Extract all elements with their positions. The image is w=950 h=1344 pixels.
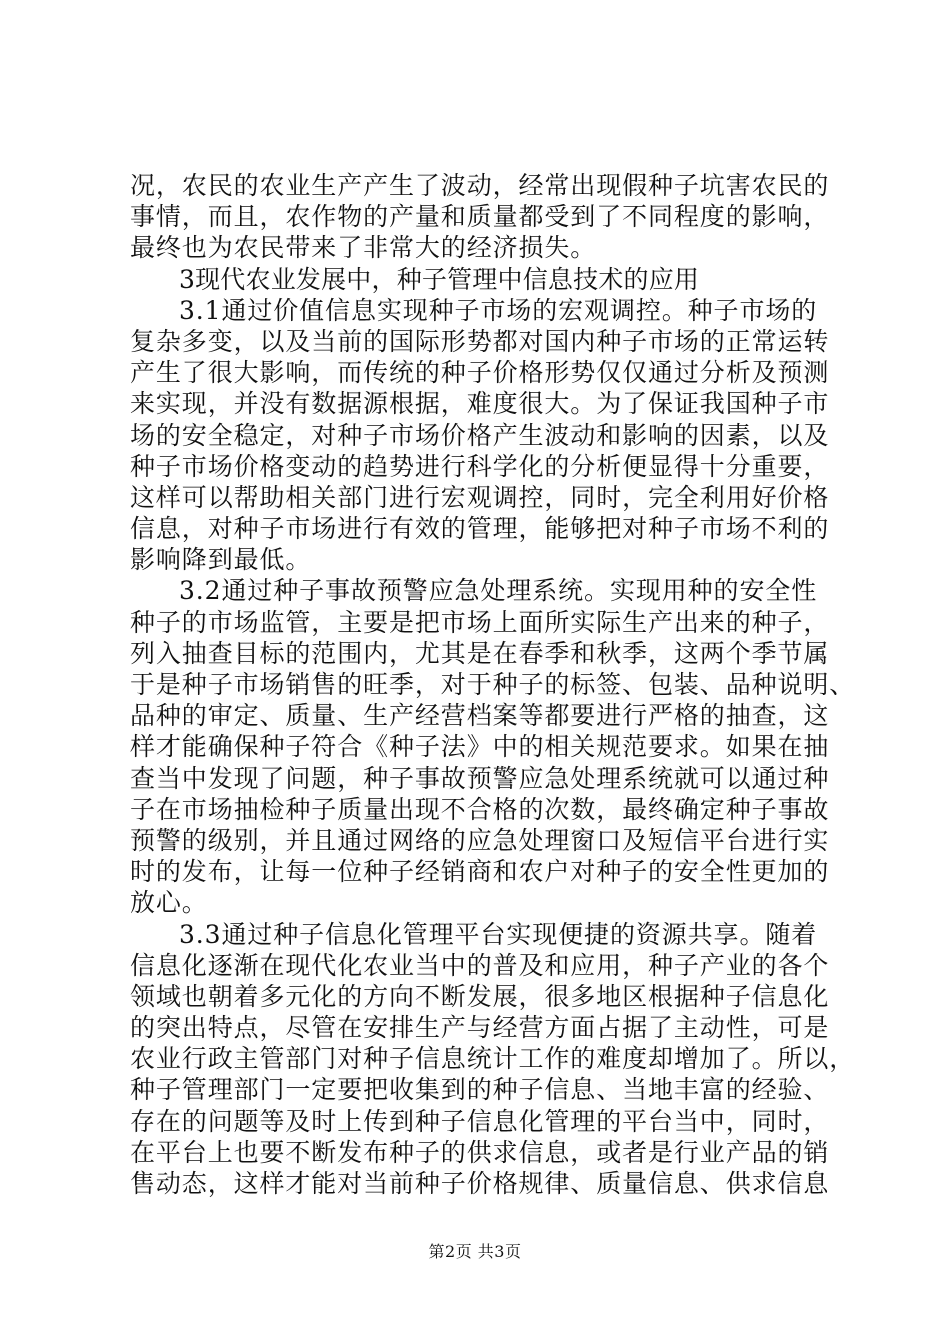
text-line: 事情，而且，农作物的产量和质量都受到了不同程度的影响， — [130, 202, 830, 232]
text-line: 产生了很大影响，而传统的种子价格形势仅仅通过分析及预测 — [130, 358, 830, 388]
text-line: 售动态，这样才能对当前种子价格规律、质量信息、供求信息 — [130, 1169, 830, 1198]
text-line: 品种的审定、质量、生产经营档案等都要进行严格的抽查，这 — [130, 701, 830, 731]
text-line: 的突出特点，尽管在安排生产与经营方面占据了主动性，可是 — [130, 1013, 830, 1043]
text-line: 况，农民的农业生产产生了波动，经常出现假种子坑害农民的 — [130, 171, 830, 200]
text-line: 信息化逐渐在现代化农业当中的普及和应用，种子产业的各个 — [130, 950, 830, 980]
body-text — [130, 170, 856, 1199]
text-line: 3.3通过种子信息化管理平台实现便捷的资源共享。随着 — [179, 919, 818, 949]
paragraph-continuation — [130, 170, 845, 264]
text-line: 农业行政主管部门对种子信息统计工作的难度却增加了。所以， — [130, 1044, 856, 1074]
text-line: 预警的级别，并且通过网络的应急处理窗口及短信平台进行实 — [130, 825, 830, 855]
text-line: 样才能确保种子符合《种子法》中的相关规范要求。如果在抽 — [130, 732, 830, 762]
text-line: 这样可以帮助相关部门进行宏观调控，同时，完全利用好价格 — [130, 482, 830, 512]
page-footer — [0, 1242, 950, 1262]
text-line: 在平台上也要不断发布种子的供求信息，或者是行业产品的销 — [130, 1137, 830, 1167]
text-line: 复杂多变，以及当前的国际形势都对国内种子市场的正常运转 — [130, 326, 830, 356]
text-line: 影响降到最低。 — [130, 545, 312, 575]
text-line: 存在的问题等及时上传到种子信息化管理的平台当中，同时， — [130, 1106, 830, 1136]
text-line: 子在市场抽检种子质量出现不合格的次数，最终确定种子事故 — [130, 794, 830, 824]
paragraph-3-1 — [130, 295, 845, 576]
section-heading — [130, 264, 845, 295]
text-line: 3.2通过种子事故预警应急处理系统。实现用种的安全性 — [179, 576, 818, 606]
text-line: 种子的市场监管，主要是把市场上面所实际生产出来的种子， — [130, 607, 830, 637]
paragraph-3-2 — [130, 575, 856, 918]
text-line: 种子市场价格变动的趋势进行科学化的分析便显得十分重要， — [130, 451, 830, 481]
text-line: 于是种子市场销售的旺季，对于种子的标签、包装、品种说明、 — [130, 670, 856, 699]
text-line: 场的安全稳定，对种子市场价格产生波动和影响的因素，以及 — [130, 420, 830, 450]
text-line: 信息，对种子市场进行有效的管理，能够把对种子市场不利的 — [130, 514, 830, 544]
text-line: 来实现，并没有数据源根据，难度很大。为了保证我国种子市 — [130, 389, 830, 419]
text-line: 种子管理部门一定要把收集到的种子信息、当地丰富的经验、 — [130, 1075, 830, 1105]
text-line: 列入抽查目标的范围内，尤其是在春季和秋季，这两个季节属 — [130, 638, 830, 668]
page-number: 第2页 共3页 — [428, 1242, 522, 1261]
paragraph-3-3 — [130, 919, 856, 1200]
text-line: 领域也朝着多元化的方向不断发展，很多地区根据种子信息化 — [130, 981, 830, 1011]
text-line: 时的发布，让每一位种子经销商和农户对种子的安全性更加的 — [130, 857, 830, 887]
text-line: 查当中发现了问题，种子事故预警应急处理系统就可以通过种 — [130, 763, 830, 793]
text-line: 3.1通过价值信息实现种子市场的宏观调控。种子市场的 — [179, 295, 818, 325]
heading-text: 3现代农业发展中，种子管理中信息技术的应用 — [179, 264, 700, 294]
text-line: 最终也为农民带来了非常大的经济损失。 — [130, 233, 597, 263]
text-line: 放心。 — [130, 888, 208, 918]
